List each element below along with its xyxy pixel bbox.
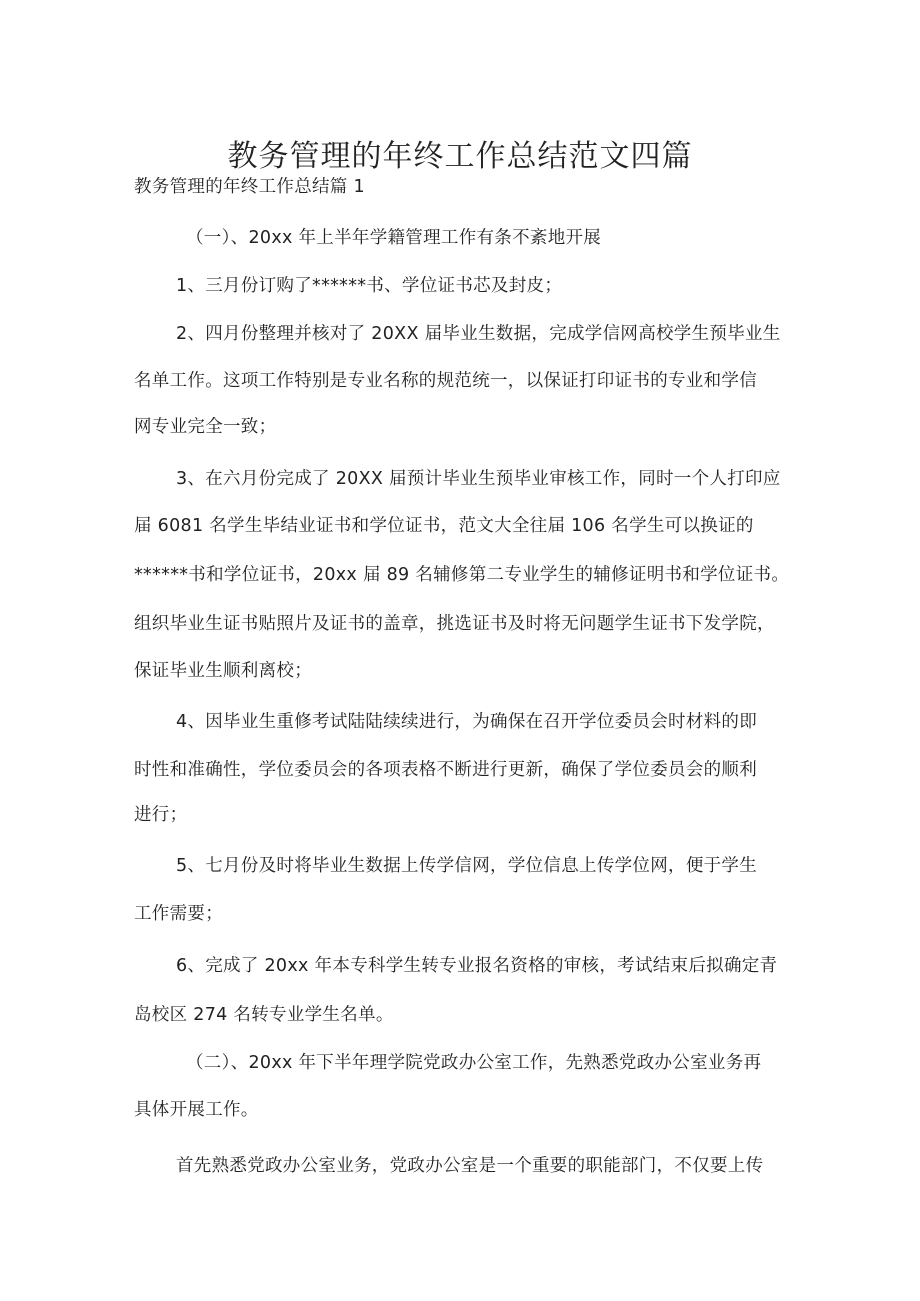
text-line: （一）、20xx 年上半年学籍管理工作有条不紊地开展 [186, 228, 602, 248]
text-line: 网专业完全一致； [134, 417, 277, 437]
text-line: 3、在六月份完成了 20XX 届预计毕业生预毕业审核工作，同时一个人打印应 [176, 469, 781, 489]
text-line: 1、三月份订购了******书、学位证书芯及封皮； [176, 276, 563, 296]
text-line: 首先熟悉党政办公室业务，党政办公室是一个重要的职能部门，不仅要上传 [176, 1156, 764, 1176]
text-line: 工作需要； [134, 904, 223, 924]
text-line: 名单工作。这项工作特别是专业名称的规范统一，以保证打印证书的专业和学信 [134, 371, 757, 391]
document-title: 教务管理的年终工作总结范文四篇 [227, 139, 693, 175]
text-line: 6、完成了 20xx 年本专科学生转专业报名资格的审核，考试结束后拟确定青 [176, 956, 778, 976]
text-line: 时性和准确性，学位委员会的各项表格不断进行更新，确保了学位委员会的顺利 [134, 760, 757, 780]
text-line: 4、因毕业生重修考试陆陆续续进行，为确保在召开学位委员会时材料的即 [176, 712, 758, 732]
text-line: 进行； [134, 805, 188, 825]
text-line: 届 6081 名学生毕结业证书和学位证书，范文大全往届 106 名学生可以换证的 [134, 516, 754, 536]
text-line: 组织毕业生证书贴照片及证书的盖章，挑选证书及时将无问题学生证书下发学院， [134, 614, 775, 634]
text-line: 保证毕业生顺利离校； [134, 661, 312, 681]
text-line: 岛校区 274 名转专业学生名单。 [134, 1005, 394, 1025]
text-line: 2、四月份整理并核对了 20XX 届毕业生数据，完成学信网高校学生预毕业生 [176, 324, 781, 344]
text-line: 具体开展工作。 [134, 1100, 259, 1120]
text-line: 5、七月份及时将毕业生数据上传学信网，学位信息上传学位网，便于学生 [176, 856, 758, 876]
text-line: ******书和学位证书，20xx 届 89 名辅修第二专业学生的辅修证明书和学位证书。 [134, 565, 790, 585]
section-heading: 教务管理的年终工作总结篇 1 [134, 177, 365, 197]
text-line: （二）、20xx 年下半年理学院党政办公室工作，先熟悉党政办公室业务再 [186, 1053, 762, 1073]
